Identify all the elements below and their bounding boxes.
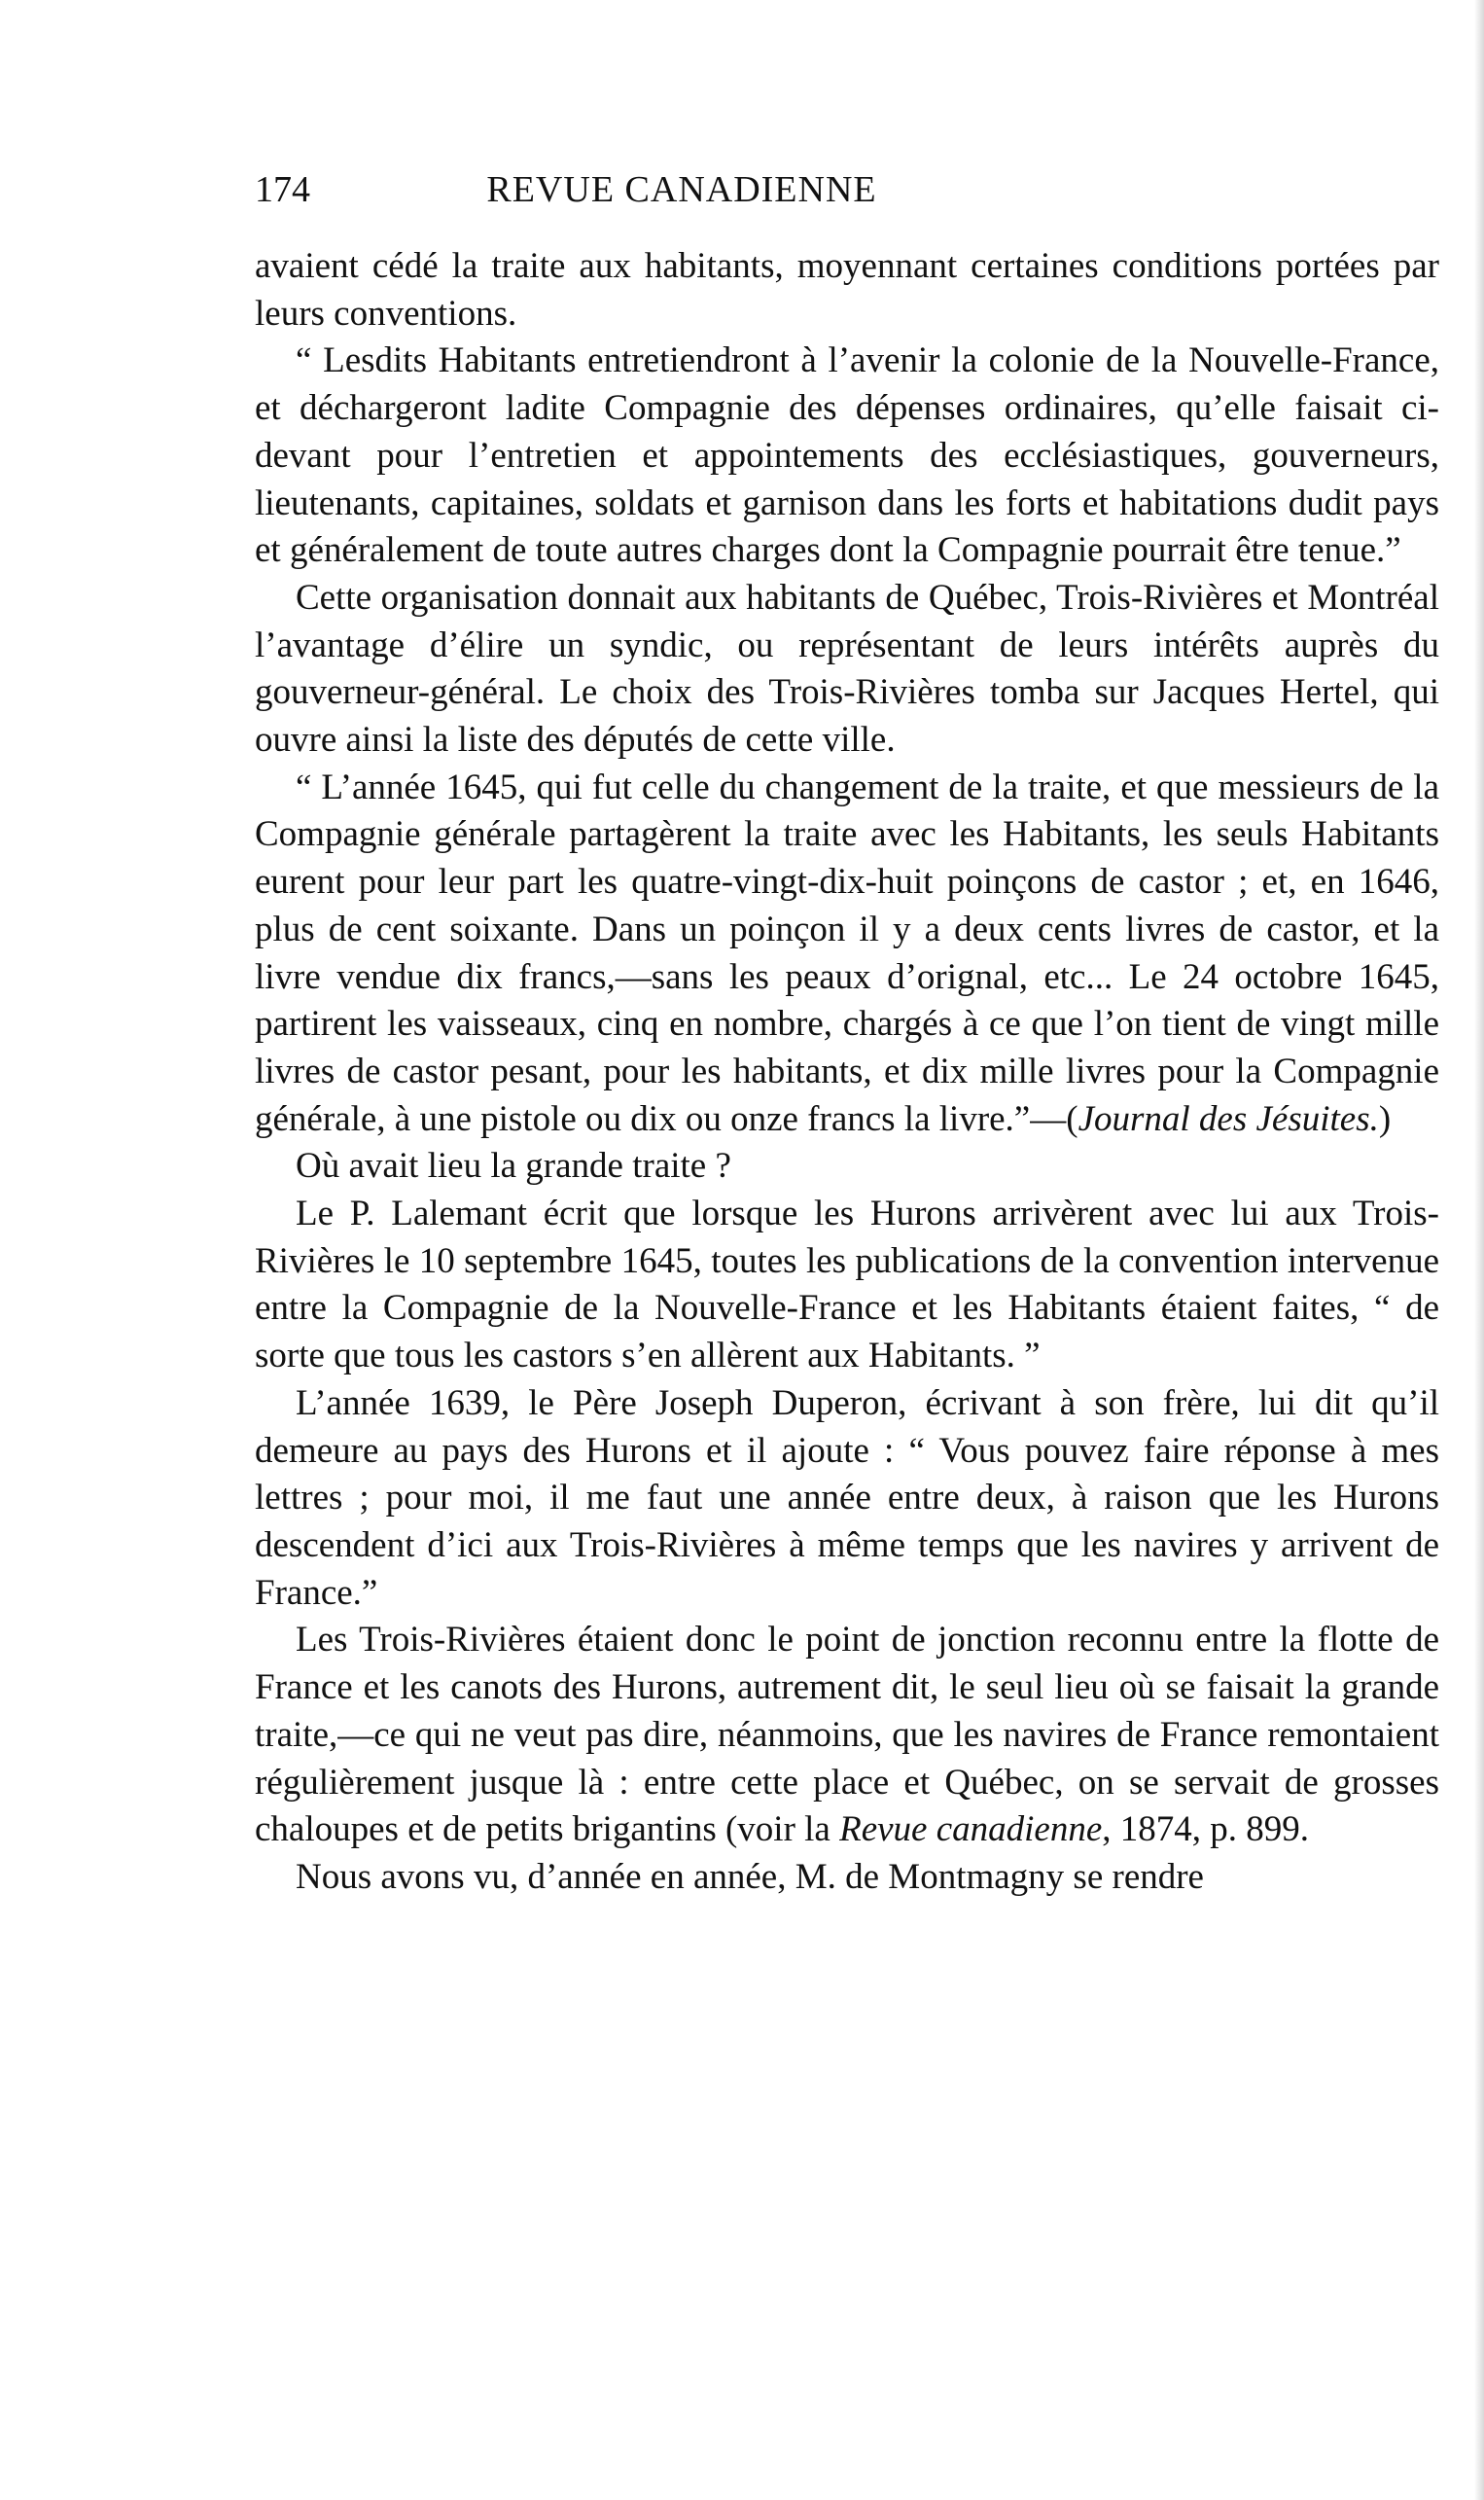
paragraph-text: Le P. Lalemant écrit que lorsque les Hurons arrivèrent avec lui aux Trois-Rivières le 10 septembre 1645, toutes les publications de la convention intervenue entre la Compagnie de la Nouvelle-France et les Habitants étaient faites, “ de sorte que tous les castors s’en allèrent aux Habitants. ” <box>255 1194 1439 1376</box>
paragraph <box>255 1854 1439 1902</box>
journal-title: Revue canadienne <box>839 1809 1103 1850</box>
paragraph <box>255 1380 1439 1618</box>
paragraph-text: Nous avons vu, d’année en année, M. de Montmagny se rendre <box>296 1856 1204 1897</box>
paragraph-text-tail: , 1874, p. 899. <box>1102 1809 1310 1850</box>
paragraph <box>255 1617 1439 1854</box>
paragraph-text: L’année 1639, le Père Joseph Duperon, écrivant à son frère, lui dit qu’il demeure au pays des Hurons et il ajoute : “ Vous pouvez faire réponse à mes lettres ; pour moi, il me faut une année entre deux, à raison que les Hurons descendent d’ici aux Trois-Rivières à même temps que les navires y arrivent de France.” <box>255 1382 1439 1613</box>
paragraph <box>255 765 1439 1144</box>
paragraph-text-tail: ) <box>1378 1098 1392 1139</box>
page-edge-shadow <box>1474 0 1484 2500</box>
paragraph-text: “ Lesdits Habitants entretiendront à l’avenir la colonie de la Nouvelle-France, et déchargeront ladite Compagnie des dépenses ordinaires, qu’elle faisait ci-devant pour l’entretien et appointements des ecclésiastiques, gouverneurs, lieutenants, capitaines, soldats et garnison dans les forts et habitations dudit pays et généralement de toute autres charges dont la Compagnie pourrait être tenue.” <box>255 340 1439 571</box>
page-number: 174 <box>255 169 310 210</box>
running-title: REVUE CANADIENNE <box>486 169 877 210</box>
paragraph-text: avaient cédé la traite aux habitants, moyennant certaines conditions portées par leurs conventions. <box>255 246 1439 334</box>
paragraph <box>255 1191 1439 1380</box>
paragraph <box>255 243 1439 338</box>
paragraph-text: “ L’année 1645, qui fut celle du changement de la traite, et que messieurs de la Compagnie générale partagèrent la traite avec les Habitants, les seuls Habitants eurent pour leur part les quatre-vingt-dix-huit poinçons de castor ; et, en 1646, plus de cent soixante. Dans un poinçon il y a deux cents livres de castor, et la livre vendue dix francs,—sans les peaux d’orignal, etc... Le 24 octobre 1645, partirent les vaisseaux, cinq en nombre, chargés à ce que l’on tient de vingt mille livres de castor pesant, pour les habitants, et dix mille livres pour la Compagnie générale, à une pistole ou dix ou onze francs la livre.”—( <box>255 767 1439 1139</box>
page-header <box>255 165 1050 214</box>
paragraph <box>255 338 1439 575</box>
body-text <box>255 243 1439 1902</box>
paragraph <box>255 1143 1439 1191</box>
paragraph-text: Où avait lieu la grande traite ? <box>296 1146 731 1187</box>
source-citation: Journal des Jésuites. <box>1078 1098 1379 1139</box>
paragraph <box>255 575 1439 765</box>
paragraph-text: Les Trois-Rivières étaient donc le point de jonction reconnu entre la flotte de France et les canots des Hurons, autrement dit, le seul lieu où se faisait la grande traite,—ce qui ne veut pas dire, néanmoins, que les navires de France remontaient régulièrement jusque là : entre cette place et Québec, on se servait de grosses chaloupes et de petits brigantins (voir la <box>255 1620 1439 1850</box>
paragraph-text: Cette organisation donnait aux habitants de Québec, Trois-Rivières et Montréal l’avantage d’élire un syndic, ou représentant de leurs intérêts auprès du gouverneur-général. Le choix des Trois-Rivières tomba sur Jacques Hertel, qui ouvre ainsi la liste des députés de cette ville. <box>255 577 1439 761</box>
